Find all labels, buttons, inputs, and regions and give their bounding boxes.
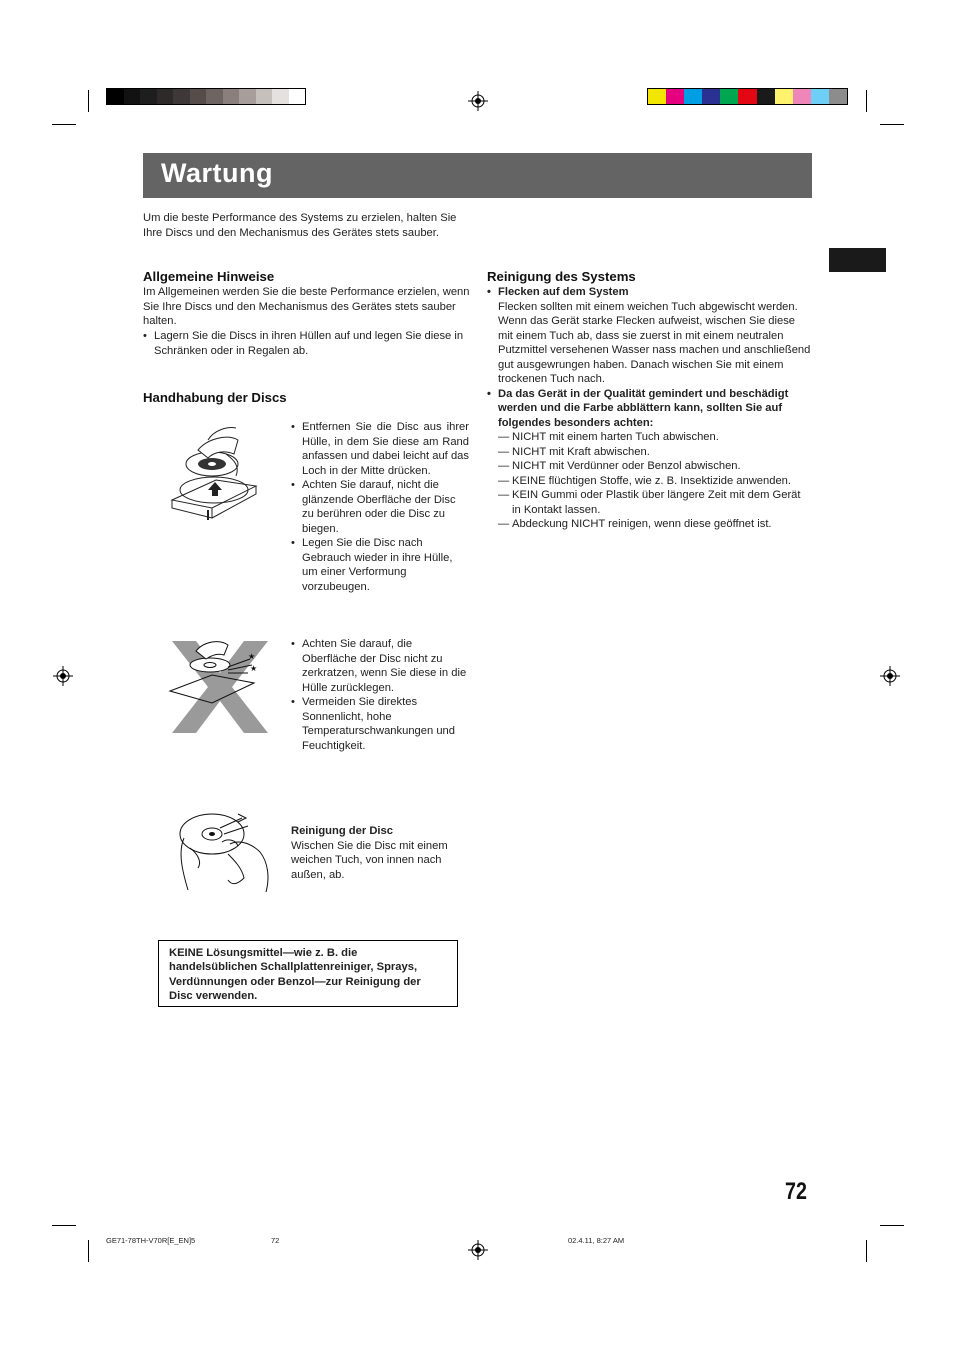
crop-mark: [880, 1225, 904, 1226]
color-swatch: [173, 89, 190, 104]
handling-bullet: • Entfernen Sie die Disc aus ihrer Hülle, in dem Sie diese am Rand anfassen und dabei leicht auf das Loch in der Mitte drücken.: [291, 420, 469, 478]
general-text: Im Allgemeinen werden Sie die beste Performance erzielen, wenn Sie Ihre Discs und den Mechanismus des Gerätes stets sauber halten.: [143, 286, 470, 327]
intro-text: Um die beste Performance des Systems zu erzielen, halten Sie Ihre Discs und den Mechanismus des Gerätes stets sauber.: [143, 212, 457, 239]
color-swatch: [684, 89, 702, 104]
color-swatch: [811, 89, 829, 104]
footer-page: 72: [271, 1236, 280, 1245]
registration-mark-icon: [468, 91, 488, 111]
system-dash-item: — KEIN Gummi oder Plastik über längere Zeit mit dem Gerät in Kontakt lassen.: [498, 488, 812, 517]
color-swatch: [666, 89, 684, 104]
disc-cleaning-illustration: [168, 808, 274, 898]
general-heading: Allgemeine Hinweise: [143, 269, 275, 284]
system-bullet-text: Flecken sollten mit einem weichen Tuch abgewischt werden. Wenn das Gerät starke Flecken aufweist, wischen Sie diese mit einem Tuch ab, dass sie zuerst in mit einem neutralen Putzmittel versehenen Wasser nass machen und anschließend gut ausgewrungen haben. Danach wischen Sie mit einem trockenen Tuch nach.: [498, 300, 811, 385]
handling-heading: Handhabung der Discs: [143, 390, 287, 405]
page-title: Wartung: [161, 158, 273, 188]
solvent-warning-box: [158, 940, 458, 1007]
color-swatch: [289, 89, 306, 104]
system-dash-item: — Abdeckung NICHT reinigen, wenn diese geöffnet ist.: [498, 517, 812, 532]
crop-mark: [880, 124, 904, 125]
color-swatch: [793, 89, 811, 104]
crop-mark: [866, 90, 867, 112]
system-dash-item: — NICHT mit Kraft abwischen.: [498, 445, 812, 460]
registration-mark-icon: [468, 1240, 488, 1260]
general-bullet: • Lagern Sie die Discs in ihren Hüllen auf und legen Sie diese in Schränken oder in Regalen ab.: [143, 329, 474, 358]
svg-text:★: ★: [250, 664, 258, 673]
handling-bullet: • Achten Sie darauf, die Oberfläche der Disc nicht zu zerkratzen, wenn Sie diese in die Hülle zurücklegen.: [291, 637, 469, 695]
handling-bullet: • Legen Sie die Disc nach Gebrauch wieder in ihre Hülle, um einer Verformung vorzubeugen.: [291, 536, 469, 594]
color-swatch: [720, 89, 738, 104]
color-swatch: [757, 89, 775, 104]
language-tab: [829, 248, 886, 272]
crop-mark: [88, 1240, 89, 1262]
color-swatch: [157, 89, 174, 104]
color-swatch: [124, 89, 141, 104]
color-swatch: [223, 89, 240, 104]
crop-mark: [866, 1240, 867, 1262]
color-swatch: [206, 89, 223, 104]
registration-mark-icon: [53, 666, 73, 686]
color-swatch: [256, 89, 273, 104]
cleaning-title: Reinigung der Disc: [291, 825, 393, 837]
cleaning-text: Wischen Sie die Disc mit einem weichen Tuch, von innen nach außen, ab.: [291, 839, 448, 881]
color-swatch: [829, 89, 847, 104]
color-swatch: [239, 89, 256, 104]
handling-bullet: • Vermeiden Sie direktes Sonnenlicht, hohe Temperaturschwankungen und Feuchtigkeit.: [291, 695, 469, 753]
color-swatch: [107, 89, 124, 104]
color-swatch: [190, 89, 207, 104]
crop-mark: [52, 1225, 76, 1226]
system-heading: Reinigung des Systems: [487, 269, 636, 284]
title-bar: [143, 153, 812, 198]
page-number: 72: [785, 1178, 807, 1205]
color-swatch: [648, 89, 666, 104]
color-swatch: [272, 89, 289, 104]
system-dash-item: — NICHT mit Verdünner oder Benzol abwischen.: [498, 459, 812, 474]
registration-mark-icon: [880, 666, 900, 686]
footer-file: GE71-78TH-V70R[E_EN]5: [106, 1236, 196, 1245]
color-calibration-strip: [647, 88, 848, 105]
solvent-warning-text: KEINE Lösungsmittel—wie z. B. die handelsüblichen Schallplattenreiniger, Sprays, Verdünnungen oder Benzol—zur Reinigung der Disc verwenden.: [169, 947, 421, 1002]
color-swatch: [140, 89, 157, 104]
system-dash-item: — KEINE flüchtigen Stoffe, wie z. B. Insektizide anwenden.: [498, 474, 812, 489]
disc-scratch-warning-illustration: [168, 637, 272, 737]
system-dash-item: — NICHT mit einem harten Tuch abwischen.: [498, 430, 812, 445]
color-swatch: [702, 89, 720, 104]
color-swatch: [775, 89, 793, 104]
crop-mark: [52, 124, 76, 125]
svg-text:★: ★: [248, 652, 256, 661]
disc-removal-illustration: [168, 420, 260, 522]
color-swatch: [738, 89, 756, 104]
system-bullet-title: • Da das Gerät in der Qualität gemindert und beschädigt werden und die Farbe abblättern kann, sollten Sie auf folgendes besonders achten:: [487, 387, 812, 431]
footer-date: 02.4.11, 8:27 AM: [568, 1236, 625, 1245]
system-bullet-title: • Flecken auf dem System: [487, 285, 812, 300]
crop-mark: [88, 90, 89, 112]
grayscale-calibration-strip: [106, 88, 306, 105]
handling-bullet: • Achten Sie darauf, nicht die glänzende Oberfläche der Disc zu berühren oder die Disc zu biegen.: [291, 478, 469, 536]
